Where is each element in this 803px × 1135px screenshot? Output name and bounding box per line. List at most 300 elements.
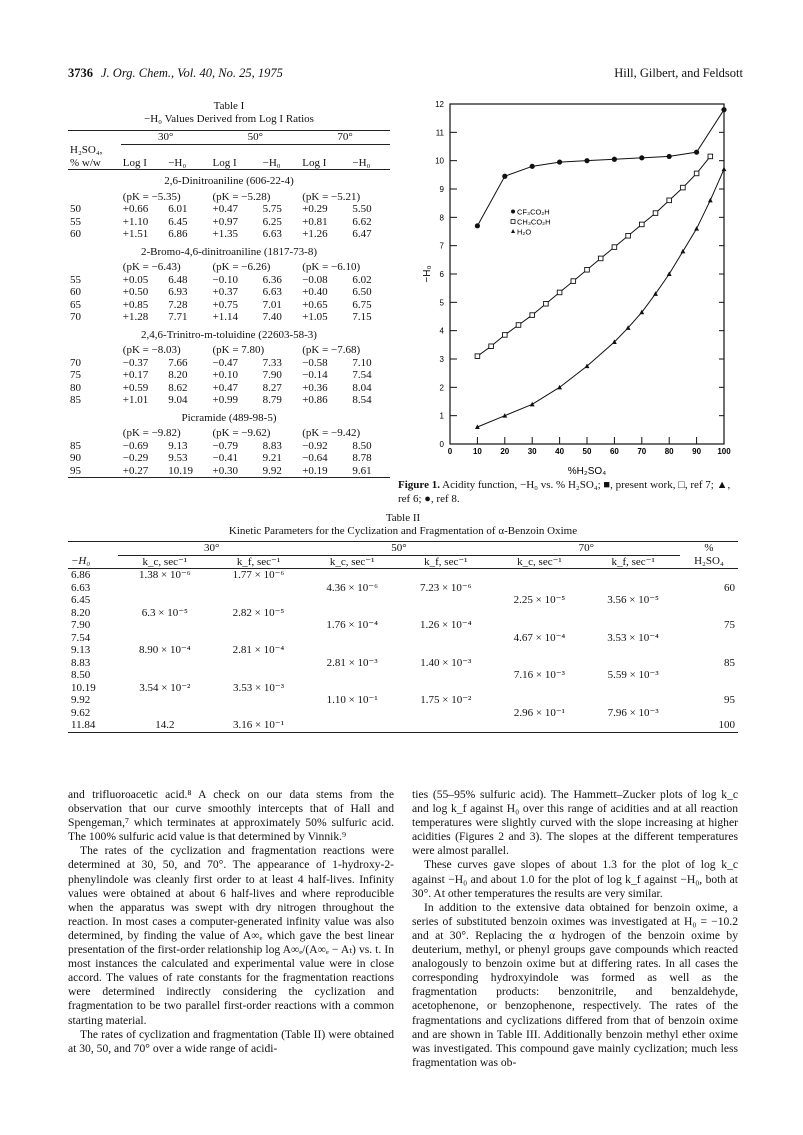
table-cell: 8.90 × 10⁻⁴ <box>139 644 191 656</box>
table-2-kc-header: k_c, sec⁻¹ <box>305 555 399 569</box>
table-cell: 8.54 <box>352 394 372 406</box>
paragraph: In addition to the extensive data obtained for benzoin oxime, a series of substituted benzoin oximes was investigated at H₀ = −10.2 and at 30°. Replacing the α hydrogen of the benzoin oxime by deuterium, methyl, or phenyl groups gave compounds which reacted analogously to benzoin oxime but at differing rates. In all cases the corresponding hydroxyindole was formed as well as the fragmentation products: benzonitrile, and benzaldehyde, acetophenone, or benzophenone, respectively. The rates of the fragmentations and cyclizations differed from that of benzoin oxime and are shown in Table III. Additionally benzoin methyl ether oxime was investigated. This compound gave mainly cyclization; much less fragmentation was ob- <box>412 900 738 1069</box>
table-row <box>68 669 738 682</box>
table-row <box>68 707 738 720</box>
legend-marker <box>511 220 515 224</box>
y-tick-label: 7 <box>439 241 444 251</box>
table-cell <box>586 607 680 620</box>
figure-1-caption <box>398 478 743 506</box>
table-2-kf-header: k_f, sec⁻¹ <box>212 555 306 569</box>
y-tick-label: 5 <box>439 298 444 308</box>
table-cell: 60 <box>70 228 81 240</box>
table-cell: 6.50 <box>352 286 372 298</box>
table-cell: 9.61 <box>352 464 372 477</box>
table-cell <box>305 719 399 732</box>
table-cell <box>493 657 587 670</box>
legend-marker <box>511 229 515 233</box>
table-2-title: Table II <box>385 512 421 524</box>
table-1-subheader: Log I <box>122 156 147 169</box>
table-cell: 8.50 <box>352 439 372 452</box>
paragraph: The rates of the cyclization and fragmentation reactions were determined at 30, 50, and 70°. The appearance of 1-hydroxy-2-phenylindole was cleanly first order to at least 4 half-lives. Infinity values were obtained at about 6 half-lives and where reproducible when the apparatus was swept with dry nitrogen throughout the reaction. In most cases a computer-generated infinity value was also determined, by finding the value of A∞ₑ which gave the best linear presentation of the first-order relationship log A∞ₑ/(A∞ₑ − Aₜ) vs. t. In most instances the calculated and experimental value were in close accord. The values of rate constants for the fragmentation reactions were determined indirectly considering the cyclization and fragmentation to be two parallel first-order reactions with a common starting material. <box>68 844 394 1027</box>
pk-value: (pK = −5.28) <box>212 190 271 203</box>
table-cell: 6.86 <box>71 569 91 581</box>
running-header-authors: Hill, Gilbert, and Feldsott <box>614 66 743 80</box>
table-cell: 7.10 <box>352 356 372 369</box>
table-cell: 6.62 <box>352 215 372 228</box>
table-cell: 55 <box>70 215 81 228</box>
table-cell <box>586 569 680 582</box>
table-cell: 1.26 × 10⁻⁴ <box>419 619 472 631</box>
table-cell: 80 <box>70 381 81 394</box>
table-cell: 7.33 <box>262 356 282 369</box>
table-cell: 9.62 <box>71 706 91 719</box>
table-cell: 8.04 <box>352 381 372 394</box>
table-row <box>68 619 738 632</box>
table-cell: 6.63 <box>262 228 282 240</box>
data-point <box>640 222 645 227</box>
table-cell: 6.01 <box>168 203 188 215</box>
data-point <box>612 157 617 162</box>
table-2-pct-label: % <box>704 542 714 555</box>
table-cell <box>493 694 587 707</box>
table-cell <box>212 619 306 632</box>
table-1-subtitle: −H₀ Values Derived from Log I Ratios <box>144 113 314 125</box>
table-cell: 3.54 × 10⁻² <box>139 681 191 694</box>
table-2-pct-unit: H₂SO₄ <box>694 555 724 568</box>
table-cell: 4.67 × 10⁻⁴ <box>513 631 566 644</box>
table-cell: 6.93 <box>168 286 188 298</box>
plot-frame <box>450 104 724 444</box>
table-cell: +1.05 <box>302 311 328 323</box>
table-cell <box>586 682 680 695</box>
table-cell <box>118 632 212 645</box>
table-cell <box>493 582 587 595</box>
table-cell: 11.84 <box>71 719 96 731</box>
x-tick-label: 90 <box>692 447 702 456</box>
table-cell: 2.81 × 10⁻⁴ <box>232 644 285 656</box>
pk-value: (pK = −6.10) <box>302 261 361 273</box>
table-cell <box>118 594 212 607</box>
table-cell: −0.41 <box>212 452 238 464</box>
compound-name: 2-Bromo-4,6-dinitroaniline (1817-73-8) <box>141 245 317 258</box>
table-cell: 7.01 <box>262 298 282 311</box>
data-point <box>653 211 658 216</box>
data-point <box>612 245 617 250</box>
table-cell: 6.63 <box>71 581 91 594</box>
data-point <box>544 301 549 306</box>
table-cell <box>212 694 306 707</box>
paragraph: and trifluoroacetic acid.⁸ A check on our data stems from the observation that our curve smoothly intercepts that of Hall and Spengeman,⁷ which terminates at approximately 50% sulfuric acid. The 100% sulfuric acid value is that determined by Vinnik.⁹ <box>68 788 394 844</box>
table-cell <box>399 632 493 645</box>
table-cell: 9.92 <box>262 464 282 477</box>
data-point <box>708 154 713 159</box>
table-cell <box>493 619 587 632</box>
data-point <box>584 158 589 163</box>
pk-value: (pK = −6.26) <box>212 261 271 273</box>
table-cell <box>212 594 306 607</box>
table-2-kf-header: k_f, sec⁻¹ <box>586 555 680 569</box>
table-cell <box>680 682 738 695</box>
table-cell: 50 <box>70 203 81 215</box>
table-cell: +0.81 <box>302 215 328 228</box>
table-cell: 85 <box>70 439 81 452</box>
table-cell: 65 <box>70 298 81 311</box>
table-cell <box>399 607 493 620</box>
table-cell: 6.47 <box>352 228 372 240</box>
data-point <box>530 402 535 407</box>
table-cell <box>493 682 587 695</box>
table-cell <box>680 632 738 645</box>
pk-value: (pK = −8.03) <box>122 344 181 356</box>
table-cell: 6.36 <box>262 273 282 286</box>
table-cell <box>118 694 212 707</box>
table-cell: 8.78 <box>352 452 372 464</box>
table-cell: 6.3 × 10⁻⁵ <box>141 606 188 619</box>
data-point <box>530 313 535 318</box>
table-row <box>68 644 738 657</box>
table-cell: +0.47 <box>212 381 238 394</box>
page-number: 3736 <box>68 66 93 80</box>
table-cell <box>212 582 306 595</box>
table-2 <box>68 512 738 733</box>
data-point <box>694 226 699 231</box>
compound-name: 2,6-Dinitroaniline (606-22-4) <box>164 175 294 187</box>
table-cell: +0.86 <box>302 394 328 406</box>
x-tick-label: 80 <box>664 447 674 456</box>
table-cell <box>305 644 399 657</box>
y-tick-label: 12 <box>435 100 444 109</box>
legend-label: CH₃CO₂H <box>517 217 551 227</box>
table-cell: +0.37 <box>212 286 238 298</box>
data-point <box>694 171 699 176</box>
table-cell: 95 <box>724 694 735 706</box>
table-cell: 8.20 <box>168 369 188 381</box>
table-row <box>68 286 390 299</box>
y-tick-label: 0 <box>439 440 444 449</box>
data-point <box>722 167 727 172</box>
x-tick-label: 100 <box>717 447 731 456</box>
table-cell: −0.79 <box>212 439 238 452</box>
table-cell: −0.69 <box>122 439 149 452</box>
data-point <box>571 279 576 284</box>
table-cell: 5.75 <box>262 203 282 215</box>
table-cell: 8.83 <box>262 439 282 452</box>
table-1-temp-70: 70° <box>337 131 353 143</box>
table-cell: 9.53 <box>168 452 188 464</box>
table-cell: 9.04 <box>168 394 188 406</box>
table-row <box>68 369 390 382</box>
y-tick-label: 8 <box>439 213 444 223</box>
table-cell: 7.90 <box>262 369 282 381</box>
table-cell: −0.37 <box>122 356 149 369</box>
data-point <box>667 154 672 159</box>
table-cell <box>680 644 738 657</box>
table-1-temp-50: 50° <box>247 131 264 143</box>
table-cell: +0.97 <box>212 215 238 228</box>
table-cell <box>586 644 680 657</box>
table-cell: +0.05 <box>122 273 149 286</box>
table-cell: 70 <box>70 311 81 323</box>
table-cell: 60 <box>70 286 81 298</box>
series-line <box>477 156 710 356</box>
pk-value: (pK = −6.43) <box>122 261 181 273</box>
table-row <box>68 719 738 732</box>
table-cell <box>118 707 212 720</box>
table-cell <box>399 707 493 720</box>
table-cell: 5.59 × 10⁻³ <box>607 669 659 681</box>
table-row <box>68 682 738 695</box>
table-1-acid-unit: % w/w <box>70 156 101 169</box>
data-point <box>639 155 644 160</box>
table-cell: 3.56 × 10⁻⁵ <box>607 594 659 606</box>
table-cell <box>399 669 493 682</box>
y-tick-label: 1 <box>439 411 444 421</box>
y-tick-label: 11 <box>435 128 444 138</box>
table-cell: +0.66 <box>122 203 149 215</box>
table-cell: 95 <box>70 464 81 477</box>
table-cell <box>305 569 399 582</box>
table-1-grid <box>68 130 390 478</box>
table-row <box>68 465 390 478</box>
table-cell: 6.75 <box>352 298 372 311</box>
table-cell: 85 <box>70 394 81 406</box>
table-row <box>68 594 738 607</box>
table-cell: 9.92 <box>71 694 91 706</box>
table-cell: +0.30 <box>212 464 238 477</box>
table-cell: 75 <box>724 619 735 631</box>
series-line <box>477 169 724 427</box>
paragraph: These curves gave slopes of about 1.3 for the plot of log k_c against −H₀ and about 1.0 for the plot of log k_f against −H₀, both at 30°. At other temperatures the results are very similar. <box>412 858 738 900</box>
table-cell: −0.08 <box>302 273 328 286</box>
table-cell: −0.92 <box>302 439 328 452</box>
table-cell <box>305 632 399 645</box>
table-1-acid-label: H₂SO₄, <box>70 144 103 156</box>
table-1-subheader: Log I <box>302 156 327 169</box>
table-cell: 85 <box>724 656 735 669</box>
table-cell <box>118 619 212 632</box>
table-cell: 7.96 × 10⁻³ <box>607 706 659 719</box>
table-cell: 8.62 <box>168 381 188 394</box>
data-point <box>489 344 494 349</box>
paragraph: The rates of cyclization and fragmentation (Table II) were obtained at 30, 50, and 70° over a wide range of acidi- <box>68 1027 394 1055</box>
table-row <box>68 311 390 324</box>
table-cell <box>586 657 680 670</box>
data-point <box>530 164 535 169</box>
table-cell: −0.10 <box>212 273 238 286</box>
table-row <box>68 582 738 595</box>
table-cell: 10.19 <box>71 681 96 694</box>
x-tick-label: 30 <box>527 447 537 456</box>
table-cell <box>212 657 306 670</box>
table-row <box>68 569 738 582</box>
table-cell <box>493 644 587 657</box>
table-cell: −0.64 <box>302 452 328 464</box>
data-point <box>721 107 726 112</box>
data-point <box>557 290 562 295</box>
journal-citation: J. Org. Chem., Vol. 40, No. 25, 1975 <box>101 66 283 80</box>
table-cell: +0.10 <box>212 369 238 381</box>
table-cell: 8.20 <box>71 606 91 619</box>
table-row <box>68 694 738 707</box>
table-cell: 14.2 <box>155 719 175 731</box>
table-cell <box>118 582 212 595</box>
legend-label: H₂O <box>517 227 532 237</box>
running-header-left <box>68 66 283 81</box>
table-cell: 7.23 × 10⁻⁶ <box>419 581 472 594</box>
table-cell <box>586 694 680 707</box>
table-cell <box>212 632 306 645</box>
legend-label: CF₃CO₂H <box>517 207 550 217</box>
data-point <box>502 174 507 179</box>
table-cell: 90 <box>70 452 81 464</box>
x-tick-label: 20 <box>500 447 510 456</box>
table-row <box>68 382 390 395</box>
table-cell: 7.28 <box>168 298 188 311</box>
table-cell <box>305 669 399 682</box>
table-cell: 2.25 × 10⁻⁵ <box>513 594 566 606</box>
table-cell: 10.19 <box>168 464 193 477</box>
table-1-subheader: −H₀ <box>168 156 187 169</box>
data-point <box>667 198 672 203</box>
y-tick-label: 4 <box>439 326 444 336</box>
table-1-acid-header <box>68 131 121 145</box>
table-cell: 7.66 <box>168 356 188 369</box>
table-cell: 6.25 <box>262 215 282 228</box>
x-tick-label: 70 <box>637 447 647 456</box>
y-tick-label: 2 <box>439 383 444 393</box>
table-1-subheader: Log I <box>212 156 237 169</box>
table-2-body <box>68 569 738 733</box>
data-point <box>516 323 521 328</box>
table-row <box>68 657 738 670</box>
table-cell: 8.50 <box>71 669 91 681</box>
pk-value: (pK = −9.62) <box>212 427 271 439</box>
table-row <box>68 228 390 241</box>
table-cell: +0.99 <box>212 394 238 406</box>
legend-marker <box>511 210 515 214</box>
table-cell <box>305 607 399 620</box>
table-cell <box>680 707 738 720</box>
data-point <box>694 150 699 155</box>
table-cell: 1.10 × 10⁻¹ <box>326 694 378 706</box>
table-row <box>68 607 738 620</box>
table-cell: +1.35 <box>212 228 238 240</box>
table-cell: +0.19 <box>302 464 328 477</box>
table-cell: 70 <box>70 356 81 369</box>
table-cell: 8.27 <box>262 381 282 394</box>
table-2-grid <box>68 541 738 733</box>
pk-value: (pK = −7.68) <box>302 344 361 356</box>
table-cell: +1.14 <box>212 311 238 323</box>
data-point <box>626 233 631 238</box>
table-cell <box>586 719 680 732</box>
table-row <box>68 440 390 453</box>
table-cell <box>586 619 680 632</box>
pk-value: (pK = −5.35) <box>122 190 181 203</box>
table-cell: 8.79 <box>262 394 282 406</box>
pk-value: (pK = 7.80) <box>212 344 265 356</box>
table-cell: 7.16 × 10⁻³ <box>513 669 565 681</box>
table-cell <box>493 719 587 732</box>
table-row <box>68 299 390 312</box>
pk-value: (pK = −5.21) <box>302 190 361 203</box>
table-cell: 8.83 <box>71 656 91 669</box>
compound-name: 2,4,6-Trinitro-m-toluidine (22603-58-3) <box>141 328 317 341</box>
table-cell: 7.40 <box>262 311 282 323</box>
table-cell: 3.16 × 10⁻¹ <box>232 719 284 731</box>
table-2-kc-header: k_c, sec⁻¹ <box>118 555 212 569</box>
table-cell: 1.77 × 10⁻⁶ <box>232 569 285 581</box>
table-2-subtitle: Kinetic Parameters for the Cyclization and Fragmentation of α-Benzoin Oxime <box>228 525 578 537</box>
table-cell: 7.54 <box>352 369 372 381</box>
table-cell <box>118 657 212 670</box>
table-cell: −0.14 <box>302 369 328 381</box>
table-row <box>68 216 390 229</box>
table-cell <box>118 669 212 682</box>
table-cell <box>399 644 493 657</box>
table-cell: 75 <box>70 369 81 381</box>
table-cell: +0.47 <box>212 203 238 215</box>
table-cell: 6.45 <box>168 215 188 228</box>
table-cell: −0.58 <box>302 356 328 369</box>
table-1-temp-30: 30° <box>157 131 174 143</box>
figure-1 <box>400 100 740 478</box>
table-cell: 9.13 <box>71 644 91 656</box>
table-cell <box>399 682 493 695</box>
table-row <box>68 632 738 645</box>
table-cell: +0.27 <box>122 464 149 477</box>
table-cell <box>399 594 493 607</box>
table-1-body <box>68 170 390 478</box>
table-2-temp-70: 70° <box>578 542 594 554</box>
table-cell: 1.75 × 10⁻² <box>420 694 472 706</box>
table-cell: +0.85 <box>122 298 149 311</box>
table-cell: 100 <box>718 719 735 731</box>
table-cell: +0.65 <box>302 298 328 311</box>
body-text-left-column <box>68 788 394 1056</box>
table-cell: 7.54 <box>71 631 91 644</box>
table-cell: +0.40 <box>302 286 328 298</box>
data-point <box>681 185 686 190</box>
table-cell: 6.02 <box>352 273 372 286</box>
table-cell: 9.13 <box>168 439 188 452</box>
table-cell: 6.48 <box>168 273 188 286</box>
table-cell: 5.50 <box>352 203 372 215</box>
x-tick-label: 60 <box>609 447 619 456</box>
table-cell <box>212 707 306 720</box>
table-cell: +0.50 <box>122 286 149 298</box>
x-tick-label: 10 <box>472 447 482 456</box>
table-cell <box>305 707 399 720</box>
data-point <box>557 159 562 164</box>
table-row <box>68 452 390 465</box>
table-cell: 2.82 × 10⁻⁵ <box>232 606 285 619</box>
table-cell: 1.38 × 10⁻⁶ <box>139 569 191 581</box>
table-cell: +0.75 <box>212 298 238 311</box>
table-cell: +1.51 <box>122 228 149 240</box>
table-cell <box>493 607 587 620</box>
table-cell: 6.86 <box>168 228 188 240</box>
table-cell <box>399 719 493 732</box>
table-cell: +1.01 <box>122 394 149 406</box>
table-cell: +0.17 <box>122 369 149 381</box>
x-tick-label: 0 <box>447 447 453 456</box>
table-1 <box>68 100 390 478</box>
table-cell: 6.45 <box>71 594 91 606</box>
table-cell: 2.81 × 10⁻³ <box>326 656 378 669</box>
table-cell: 9.21 <box>262 452 282 464</box>
table-cell: 55 <box>70 273 81 286</box>
